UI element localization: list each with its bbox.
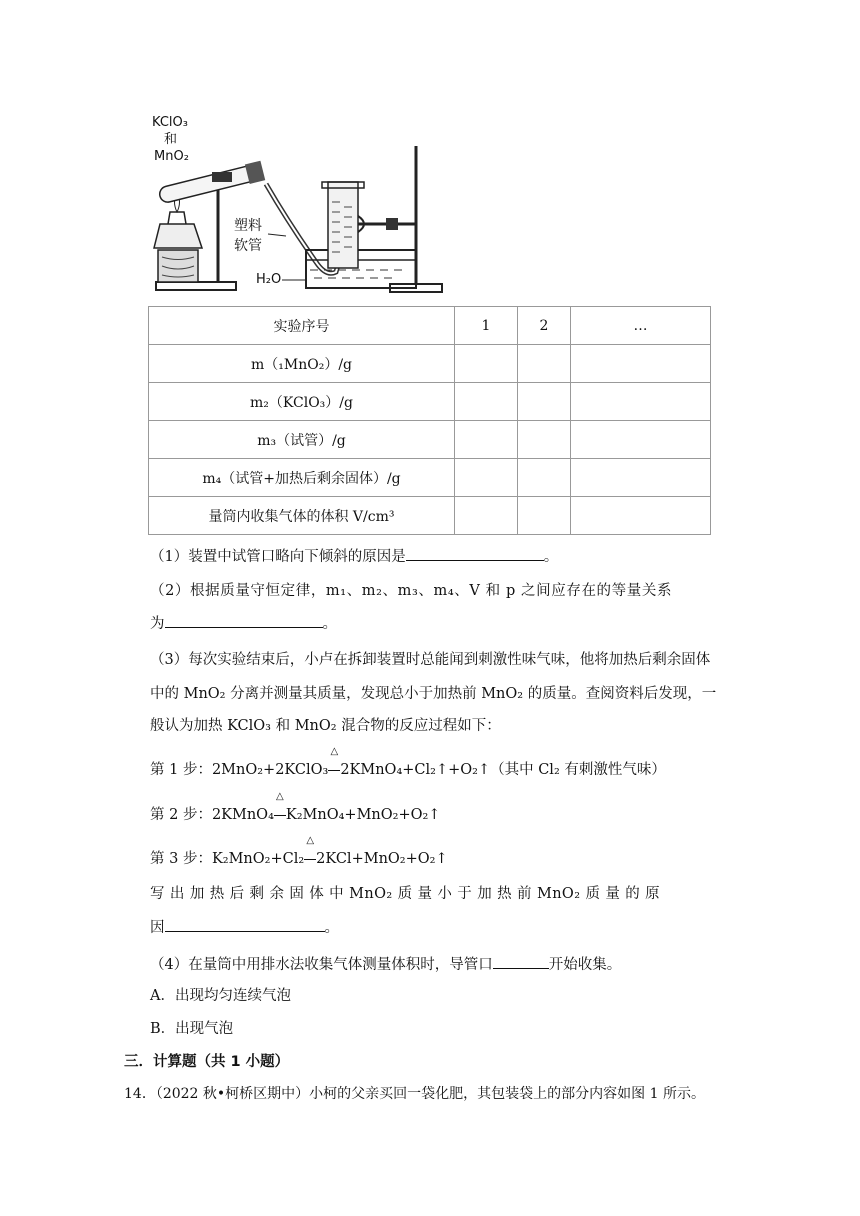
option-b[interactable]: B．出现气泡 bbox=[150, 1021, 234, 1037]
row-label: m₂（KClO₃）/g bbox=[149, 383, 455, 421]
answer-blank bbox=[165, 613, 323, 628]
row-label: 量筒内收集气体的体积 V/cm³ bbox=[149, 497, 455, 535]
reaction-step-3 bbox=[150, 835, 448, 869]
header-cell: 1 bbox=[455, 307, 518, 345]
section-3-title: 三．计算题（共 1 小题） bbox=[124, 1054, 290, 1070]
q2-end: 。 bbox=[322, 616, 337, 632]
answer-blank bbox=[165, 917, 325, 932]
q1-end: 。 bbox=[543, 549, 559, 565]
question-2-line2 bbox=[150, 613, 337, 634]
heating-symbol bbox=[274, 791, 286, 825]
label-h2o: H₂O bbox=[256, 272, 282, 287]
question-3-line1: （3）每次实验结束后，小卢在拆卸装置时总能闻到刺激性味气味，他将加热后剩余固体 bbox=[150, 652, 711, 668]
q1-text: （1）装置中试管口略向下倾斜的原因是 bbox=[150, 549, 406, 565]
heating-symbol bbox=[328, 746, 340, 780]
step3-products: 2KCl+MnO₂+O₂↑ bbox=[316, 851, 448, 867]
option-a[interactable]: A．出现均匀连续气泡 bbox=[150, 988, 291, 1004]
header-cell: … bbox=[571, 307, 711, 345]
heat-triangle: △ bbox=[306, 835, 315, 846]
q3-end: 。 bbox=[324, 920, 339, 936]
step2-reactants: 第 2 步：2KMnO₄ bbox=[150, 807, 274, 823]
step3-reactants: 第 3 步：K₂MnO₂+Cl₂ bbox=[150, 851, 305, 867]
table-row bbox=[149, 497, 711, 535]
label-tube-1: 塑料 bbox=[234, 218, 262, 234]
table-header-row bbox=[149, 307, 711, 345]
heating-symbol bbox=[304, 835, 316, 869]
question-3-ask-line2 bbox=[150, 917, 339, 938]
label-kclo3: KClO₃ bbox=[152, 115, 188, 130]
row-label: m（₁MnO₂）/g bbox=[149, 345, 455, 383]
question-3-ask-line1: 写 出 加 热 后 剩 余 固 体 中 MnO₂ 质 量 小 于 加 热 前 MnO₂ 质 量 的 原 bbox=[150, 886, 661, 902]
label-mno2: MnO₂ bbox=[154, 149, 189, 164]
label-tube-2: 软管 bbox=[234, 238, 262, 254]
table-row bbox=[149, 421, 711, 459]
answer-blank bbox=[493, 954, 549, 969]
apparatus-drawing bbox=[148, 112, 458, 300]
question-1 bbox=[150, 546, 558, 567]
reaction-step-2 bbox=[150, 791, 441, 825]
experiment-table bbox=[148, 306, 711, 535]
apparatus-figure bbox=[148, 112, 458, 300]
q2-pre: 为 bbox=[150, 616, 165, 632]
step1-reactants: 第 1 步：2MnO₂+2KClO₃ bbox=[150, 762, 329, 778]
label-he: 和 bbox=[164, 132, 178, 147]
table-row bbox=[149, 459, 711, 497]
q4-text-pre: （4）在量筒中用排水法收集气体测量体积时，导管口 bbox=[150, 957, 493, 973]
header-cell: 2 bbox=[518, 307, 571, 345]
heat-triangle: △ bbox=[330, 746, 339, 757]
question-14: 14．（2022 秋•柯桥区期中）小柯的父亲买回一袋化肥，其包装袋上的部分内容如图 1 所示。 bbox=[124, 1086, 705, 1102]
step2-products: K₂MnO₄+MnO₂+O₂↑ bbox=[285, 807, 441, 823]
table-row bbox=[149, 345, 711, 383]
reaction-step-1 bbox=[150, 746, 666, 780]
step1-products: 2KMnO₄+Cl₂↑+O₂↑（其中 Cl₂ 有刺激性气味） bbox=[340, 762, 666, 778]
row-label: m₃（试管）/g bbox=[149, 421, 455, 459]
q4-text-post: 开始收集。 bbox=[548, 957, 622, 973]
question-3-line3: 般认为加热 KClO₃ 和 MnO₂ 混合物的反应过程如下： bbox=[150, 718, 501, 734]
question-4 bbox=[150, 954, 621, 975]
question-3-line2: 中的 MnO₂ 分离并测量其质量，发现总小于加热前 MnO₂ 的质量。查阅资料后发现，一 bbox=[150, 686, 717, 702]
row-label: m₄（试管+加热后剩余固体）/g bbox=[149, 459, 455, 497]
answer-blank bbox=[406, 546, 544, 561]
q3-ask-pre: 因 bbox=[150, 920, 165, 936]
table-row bbox=[149, 383, 711, 421]
heat-triangle: △ bbox=[276, 791, 284, 802]
question-2-line1: （2）根据质量守恒定律，m₁、m₂、m₃、m₄、V 和 p 之间应存在的等量关系 bbox=[150, 583, 673, 599]
header-cell: 实验序号 bbox=[149, 307, 455, 345]
